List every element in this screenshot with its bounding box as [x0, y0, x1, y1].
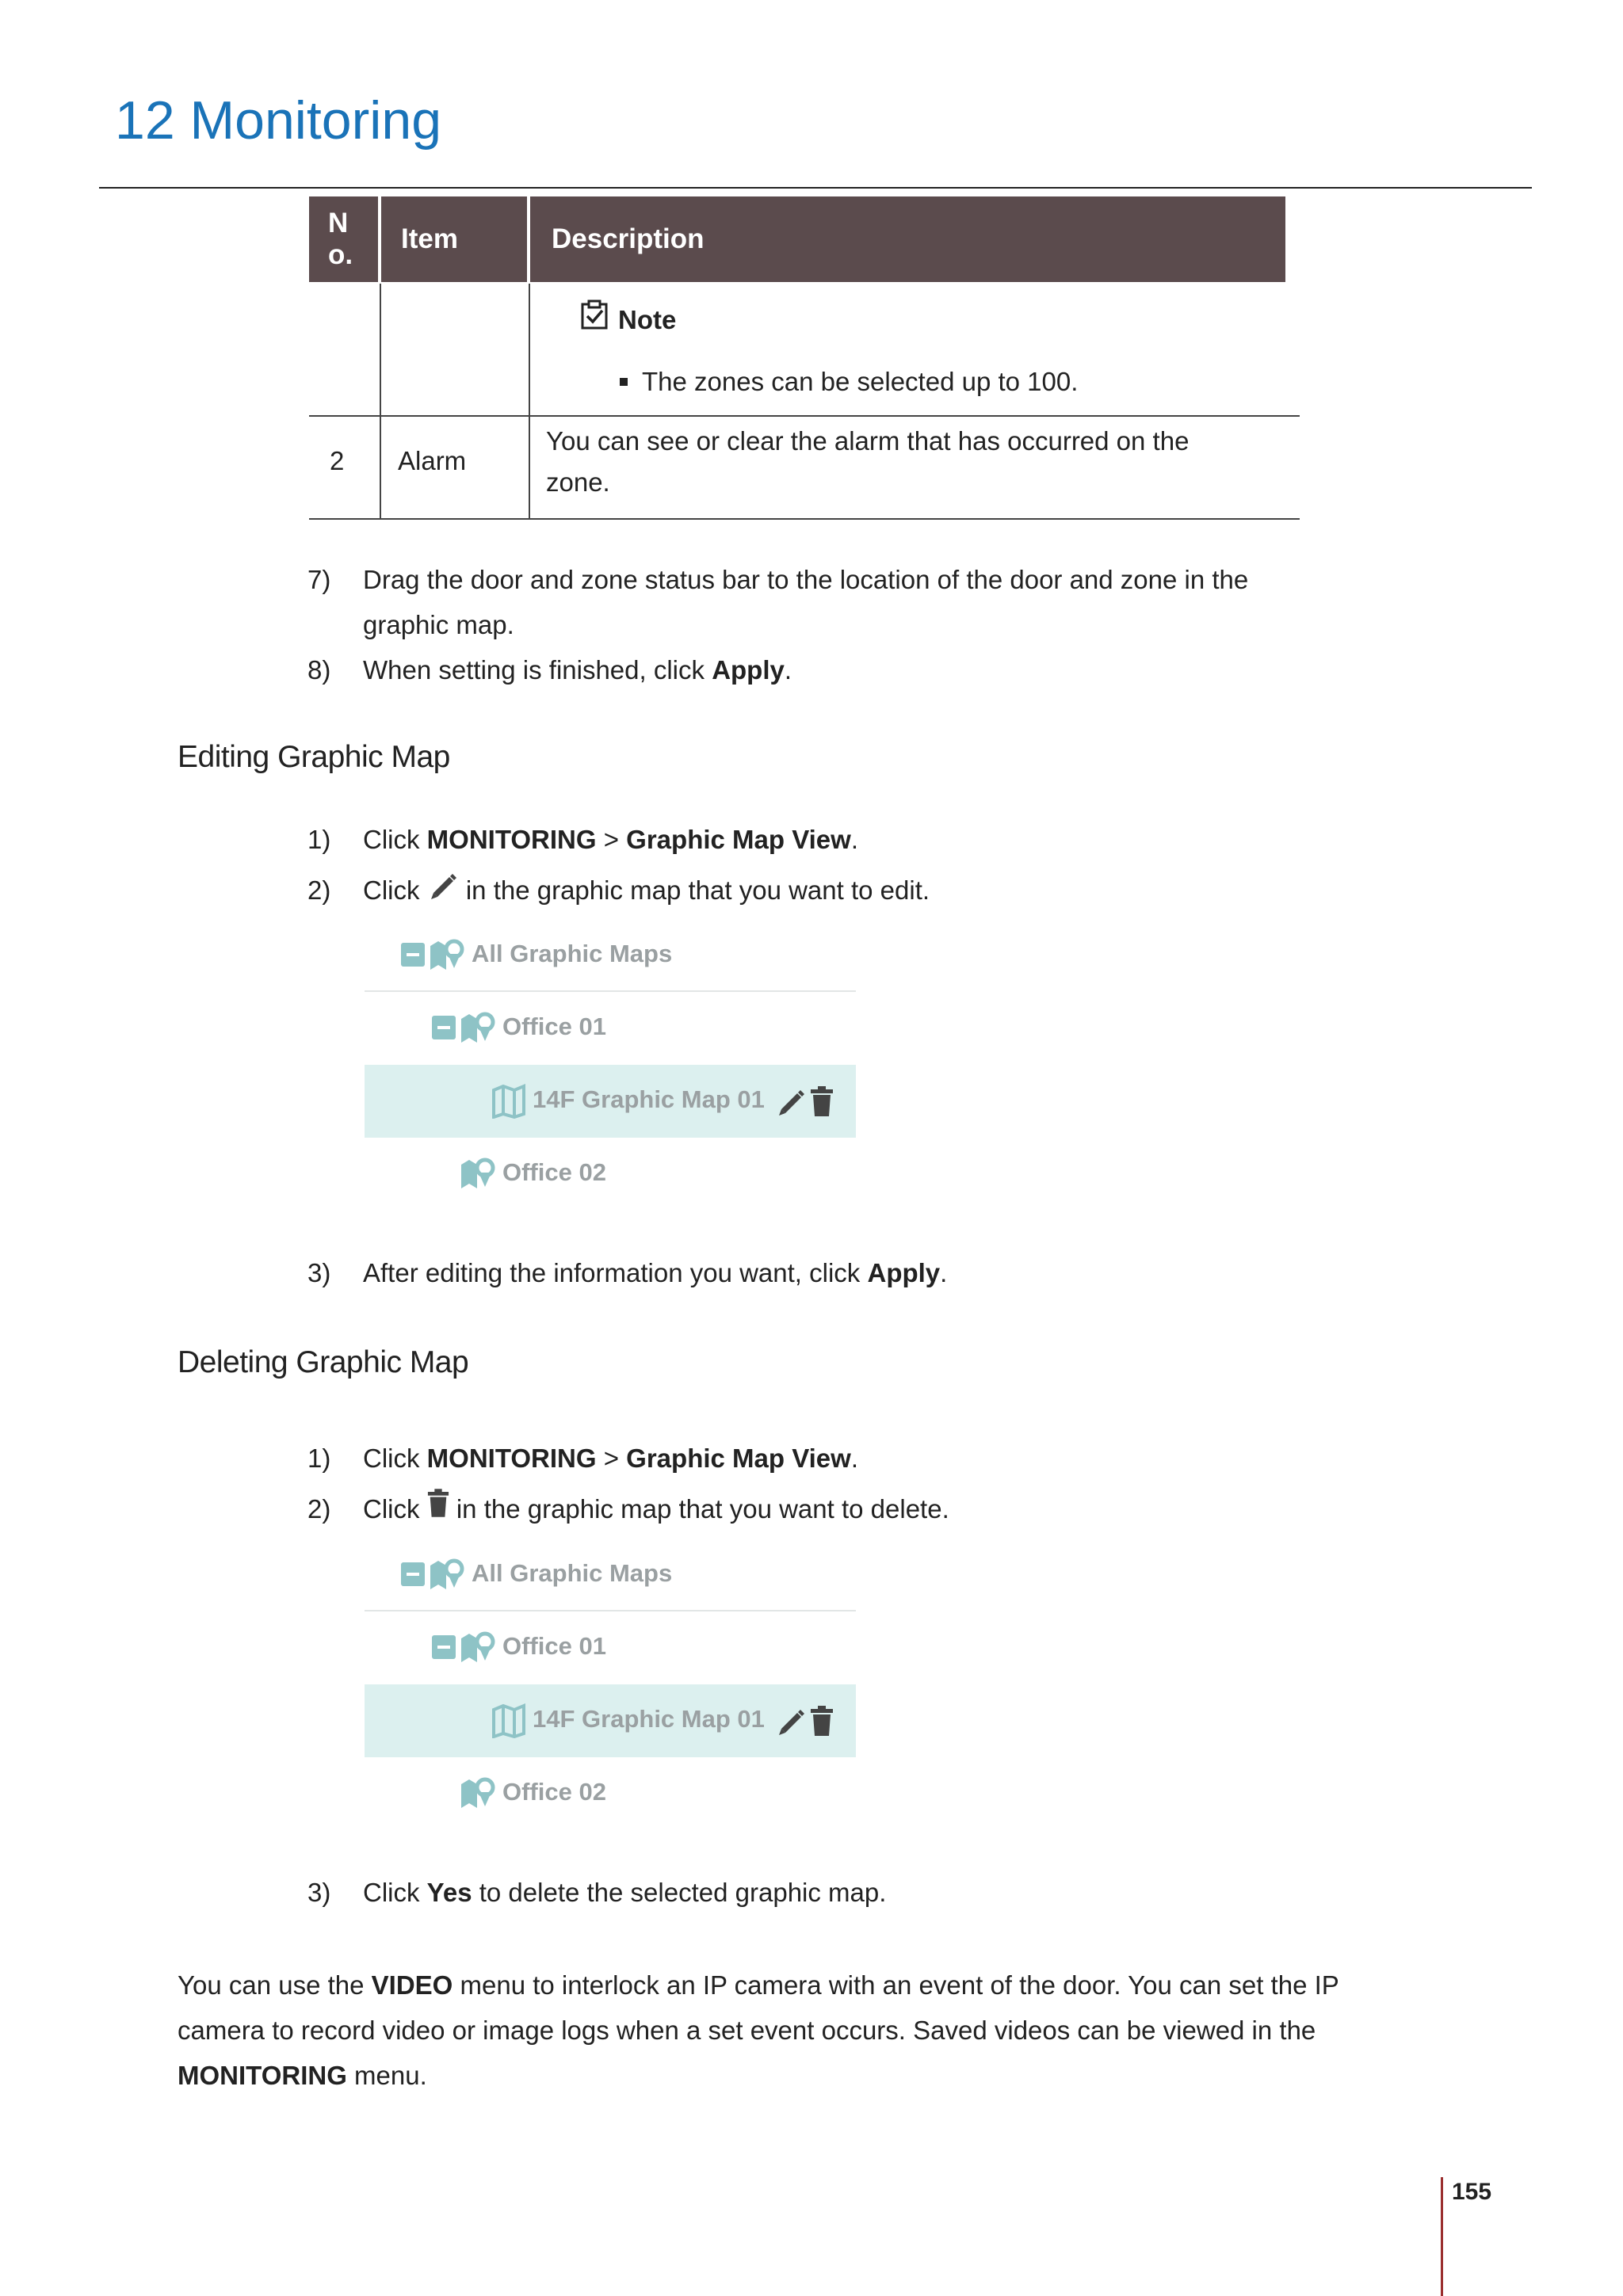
map-label: 14F Graphic Map 01: [533, 1705, 765, 1733]
map-icon: [491, 1703, 526, 1742]
collapse-icon[interactable]: [432, 1016, 456, 1039]
row-item: Alarm: [398, 446, 467, 475]
table-column-divider: [529, 284, 530, 520]
table-header: [309, 196, 1285, 282]
map-group-icon: [460, 1009, 496, 1050]
note-bullet-text: The zones can be selected up to 100.: [642, 367, 1079, 396]
pencil-icon[interactable]: [775, 1085, 807, 1121]
step-number: 8): [307, 655, 331, 685]
map-group-icon: [460, 1775, 496, 1815]
map-label: 14F Graphic Map 01: [533, 1085, 765, 1113]
step-number: 7): [307, 565, 331, 594]
map-group-icon: [460, 1629, 496, 1669]
all-graphic-maps-label[interactable]: All Graphic Maps: [472, 940, 673, 967]
table-row-divider: [309, 415, 1300, 417]
trash-icon[interactable]: [810, 1085, 834, 1121]
selected-map-row[interactable]: [365, 1065, 856, 1138]
page-number: 155: [1452, 2179, 1492, 2205]
office-02-label[interactable]: Office 02: [502, 1778, 606, 1806]
collapse-icon[interactable]: [401, 1562, 425, 1586]
office-01-label[interactable]: Office 01: [502, 1632, 606, 1660]
graphic-map-tree: [365, 1539, 856, 1808]
video-paragraph-line1: You can use the VIDEO menu to interlock an IP camera with an event of the door. You can set the IP: [178, 1970, 1339, 2000]
step-7-continuation: graphic map.: [363, 610, 514, 639]
table-column-divider: [380, 284, 381, 520]
trash-icon: [427, 1486, 449, 1516]
collapse-icon[interactable]: [401, 943, 425, 967]
video-paragraph-line2: camera to record video or image logs when a set event occurs. Saved videos can be viewed in the: [178, 2016, 1316, 2045]
section-heading-editing: Editing Graphic Map: [178, 740, 450, 774]
section-heading-deleting: Deleting Graphic Map: [178, 1345, 469, 1379]
table-bottom-border: [309, 518, 1300, 520]
pencil-icon: [427, 869, 459, 901]
row-description-line2: zone.: [546, 467, 610, 497]
note-title: Note: [618, 305, 677, 334]
row-description-line1: You can see or clear the alarm that has occurred on the: [546, 426, 1190, 456]
all-graphic-maps-label[interactable]: All Graphic Maps: [472, 1559, 673, 1587]
office-02-label[interactable]: Office 02: [502, 1158, 606, 1186]
page-number-rule: [1441, 2177, 1443, 2296]
title-divider: [99, 187, 1532, 189]
header-item: Item: [401, 223, 458, 254]
graphic-map-tree: [365, 919, 856, 1188]
chapter-title: 12 Monitoring: [115, 90, 442, 151]
map-icon: [491, 1084, 526, 1123]
step-text: When setting is finished, click Apply.: [363, 655, 792, 685]
note-clipboard-icon: [580, 299, 609, 330]
bullet-marker: [620, 378, 628, 386]
map-group-icon: [429, 936, 465, 977]
map-group-icon: [460, 1155, 496, 1196]
pencil-icon[interactable]: [775, 1705, 807, 1741]
office-01-label[interactable]: Office 01: [502, 1013, 606, 1040]
map-group-icon: [429, 1556, 465, 1596]
collapse-icon[interactable]: [432, 1635, 456, 1659]
header-no: N o.: [328, 208, 353, 270]
selected-map-row[interactable]: [365, 1684, 856, 1757]
trash-icon[interactable]: [810, 1705, 834, 1741]
row-number: 2: [330, 446, 345, 475]
step-text: Drag the door and zone status bar to the location of the door and zone in the: [363, 565, 1249, 594]
video-paragraph-line3: MONITORING menu.: [178, 2061, 427, 2090]
header-description: Description: [552, 223, 705, 254]
